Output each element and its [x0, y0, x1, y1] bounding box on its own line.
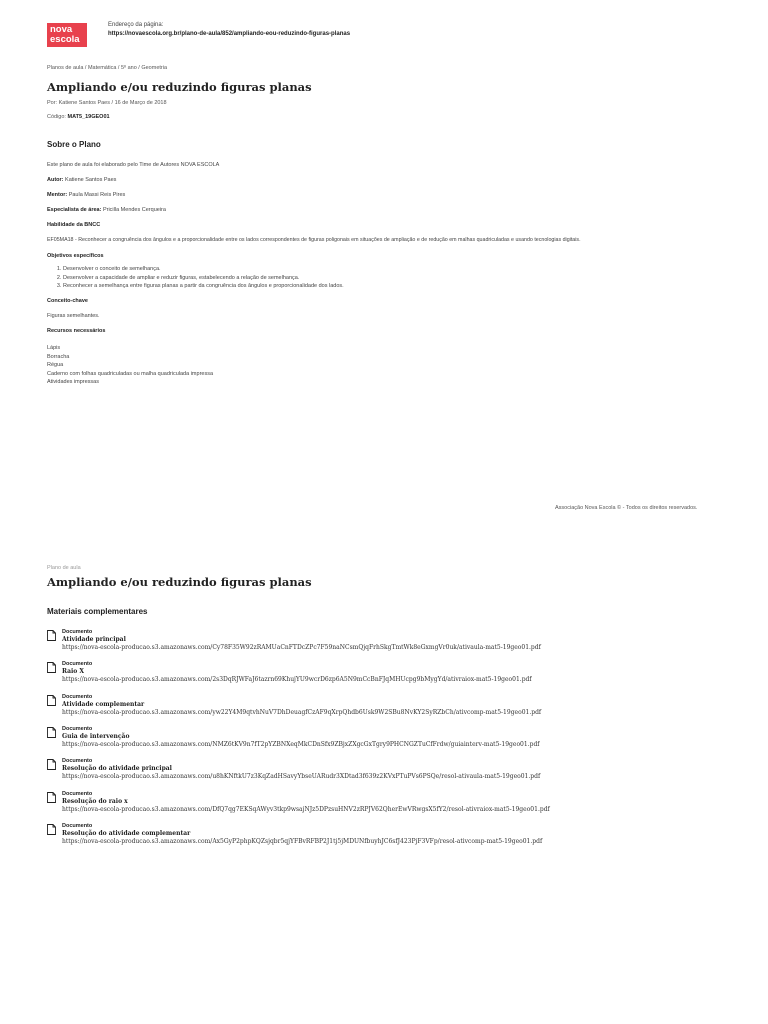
- objective-item: 1. Desenvolver o conceito de semelhança.: [63, 265, 344, 274]
- author-value: Katiene Santos Paes: [63, 177, 117, 183]
- logo-line-1: nova: [50, 24, 73, 35]
- document-icon: [47, 695, 56, 706]
- specialist-value: Pricilla Mendes Cerqueira: [101, 207, 166, 213]
- document-icon: [47, 727, 56, 738]
- concept-heading: Conceito-chave: [47, 298, 88, 304]
- document-type: Documento: [62, 694, 93, 700]
- resource-item: Borracha: [47, 353, 70, 360]
- byline: Por: Katiene Santos Paes / 16 de Março de 2018: [47, 100, 167, 106]
- page2-title: Ampliando e/ou reduzindo figuras planas: [47, 575, 312, 589]
- document-entry[interactable]: [47, 758, 747, 786]
- document-entry[interactable]: [47, 629, 747, 657]
- document-entry[interactable]: [47, 791, 747, 819]
- about-heading: Sobre o Plano: [47, 140, 101, 149]
- document-icon: [47, 824, 56, 835]
- document-name: Atividade complementar: [62, 701, 145, 708]
- document-type: Documento: [62, 823, 93, 829]
- document-name: Resolução do atividade principal: [62, 765, 172, 772]
- mentor-line: [47, 192, 125, 198]
- document-url[interactable]: https://nova-escola-producao.s3.amazonaws.com/NMZ6tKV9n7fT2pYZBNXeqMkCDnSfx9ZBjxZXgcGxTgry9PHCNGZTuCfFrdw/guiainterv-mat5-19geo01.pdf: [62, 740, 540, 748]
- document-icon: [47, 662, 56, 673]
- document-url[interactable]: https://nova-escola-producao.s3.amazonaws.com/Cy78F35W92zRAMUaCnFTDcZPc7F59naNCsmQjqFrhSkgTmtWk8eGxmgVr0uk/ativaula-mat5-19geo01.pdf: [62, 643, 541, 651]
- document-type: Documento: [62, 726, 93, 732]
- plan-code: [47, 114, 110, 120]
- nova-escola-logo[interactable]: [47, 23, 87, 47]
- document-url[interactable]: https://nova-escola-producao.s3.amazonaws.com/u8hKNftkU7z3KqZadHSavyYbseUARudr3XDtad3f639z2KVxPTuPVs6PSQe/resol-ativaula-mat5-19geo01.pdf: [62, 772, 541, 780]
- footer-copyright: Associação Nova Escola © - Todos os direitos reservados.: [555, 505, 698, 511]
- resource-item: Atividades impressas: [47, 379, 99, 385]
- author-line: [47, 177, 116, 183]
- materials-heading: Materiais complementares: [47, 607, 148, 616]
- document-entry[interactable]: [47, 661, 747, 689]
- document-name: Raio X: [62, 668, 85, 675]
- bncc-heading: Habilidade da BNCC: [47, 222, 101, 228]
- code-value: MAT5_19GEO01: [67, 114, 110, 120]
- document-url[interactable]: https://nova-escola-producao.s3.amazonaws.com/yw22Y4M9qtvhNuV7DhDeuagfCzAF9qXrpQhdb6Usk9W2SBu8NvKY2SyRZbCh/ativcomp-mat5-19geo01.pdf: [62, 708, 542, 716]
- mentor-value: Paula Massi Reis Pires: [67, 192, 126, 198]
- resources-heading: Recursos necessários: [47, 328, 106, 334]
- page-title: Ampliando e/ou reduzindo figuras planas: [47, 80, 312, 94]
- address-url[interactable]: https://novaescola.org.br/plano-de-aula/852/ampliando-eou-reduzindo-figuras-planas: [108, 31, 351, 37]
- resource-item: Régua: [47, 362, 64, 368]
- document-name: Guia de intervenção: [62, 733, 130, 740]
- author-label: Autor:: [47, 177, 64, 183]
- document-url[interactable]: https://nova-escola-producao.s3.amazonaws.com/2s3DqRJWFaJ6tazrn69KhujYU9wcrD6zp6A5N9mCcBnFJqMHUcpg9bMygYd/ativraiox-mat5-19geo01.pdf: [62, 675, 532, 683]
- bncc-text: EF05MA18 - Reconhecer a congruência dos ângulos e a proporcionalidade entre os lados correspondentes de figuras poligonais em situações de ampliação e de redução em malhas quadriculadas e usando tecnologias digitais.: [47, 237, 581, 243]
- objectives-list: [47, 265, 344, 291]
- document-type: Documento: [62, 791, 93, 797]
- specialist-label: Especialista de área:: [47, 207, 102, 213]
- document-icon: [47, 759, 56, 770]
- mentor-label: Mentor:: [47, 192, 68, 198]
- document-url[interactable]: https://nova-escola-producao.s3.amazonaws.com/Ax5GyP2phpKQZsjqbr5qjYFBvRFBP2J1tj5jMDUNfbuyhJC6sfJ423PjF3VFp/resol-ativcomp-mat5-19geo01.pdf: [62, 837, 543, 845]
- logo-line-2: escola: [50, 34, 80, 45]
- address-label: Endereço da página:: [108, 22, 164, 28]
- objective-item: 3. Reconhecer a semelhança entre figuras planas a partir da congruência dos ângulos e proporcionalidade dos lados.: [63, 282, 344, 291]
- document-entry[interactable]: [47, 823, 747, 851]
- resource-item: Caderno com folhas quadriculadas ou malha quadriculada impressa: [47, 370, 214, 377]
- objectives-heading: Objetivos específicos: [47, 253, 104, 259]
- page2-label: Plano de aula: [47, 565, 81, 571]
- document-entry[interactable]: [47, 694, 747, 722]
- document-type: Documento: [62, 629, 93, 635]
- document-icon: [47, 630, 56, 641]
- document-icon: [47, 792, 56, 803]
- document-type: Documento: [62, 661, 93, 667]
- document-name: Atividade principal: [62, 636, 126, 643]
- document-url[interactable]: https://nova-escola-producao.s3.amazonaws.com/DfQ7qg7EKSqAWyv3tkp9wsajNJz5DPzsuHNV2zRPJV62QherEwVRwgsX5fY2/resol-ativraiox-mat5-19geo01.pdf: [62, 805, 550, 813]
- code-label: Código:: [47, 114, 66, 120]
- resource-item: Lápis: [47, 345, 61, 351]
- document-name: Resolução do atividade complementar: [62, 830, 191, 837]
- breadcrumb[interactable]: Planos de aula / Matemática / 5º ano / Geometria: [47, 65, 168, 71]
- concept-text: Figuras semelhantes.: [47, 313, 100, 319]
- objective-item: 2. Desenvolver a capacidade de ampliar e reduzir figuras, estabelecendo a relação de semelhança.: [63, 274, 344, 283]
- document-entry[interactable]: [47, 726, 747, 754]
- document-name: Resolução do raio x: [62, 798, 128, 805]
- about-intro: Este plano de aula foi elaborado pelo Time de Autores NOVA ESCOLA: [47, 162, 220, 168]
- specialist-line: [47, 207, 166, 213]
- resources-list: [47, 344, 213, 387]
- document-type: Documento: [62, 758, 93, 764]
